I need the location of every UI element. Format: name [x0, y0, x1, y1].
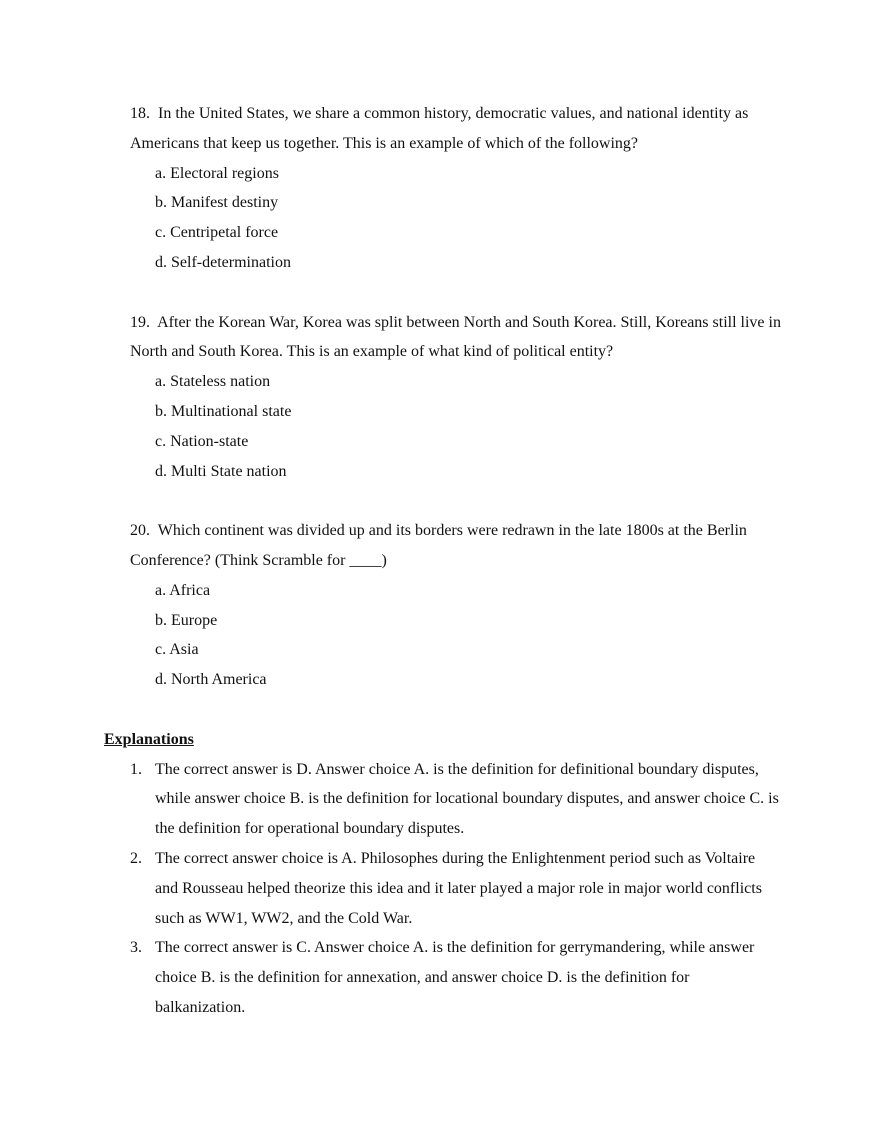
- explanation-number: 1.: [130, 760, 142, 778]
- option: d. Multi State nation: [155, 462, 287, 480]
- option: a. Electoral regions: [155, 164, 279, 182]
- option: a. Africa: [155, 581, 211, 599]
- explanation-item: [130, 755, 782, 844]
- question-text: [130, 308, 782, 368]
- explanation-item: [130, 933, 782, 1022]
- explanation-item: [130, 844, 782, 933]
- option: a. Stateless nation: [155, 373, 271, 391]
- explanation-number: 3.: [130, 939, 142, 957]
- explanation-text: The correct answer choice is A. Philosophes during the Enlightenment period such as Voltaire and Rousseau helped theorize this idea and it later played a major role in major world conflicts such as WW1, WW2, and the Cold War.: [155, 849, 762, 927]
- question-20: [0, 516, 880, 695]
- explanation-text: The correct answer is D. Answer choice A. is the definition for definitional boundary disputes, while answer choice B. is the definition for locational boundary disputes, and answer choice C. is the definition for operational boundary disputes.: [155, 760, 779, 838]
- question-number: 18.: [130, 105, 150, 122]
- document-page: [0, 99, 880, 1023]
- question-body: In the United States, we share a common history, democratic values, and national identity as Americans that keep us together. This is an example of which of the following?: [130, 105, 749, 152]
- option: d. Self-determination: [155, 253, 291, 271]
- option: d. North America: [155, 671, 267, 689]
- question-text: [130, 516, 782, 576]
- explanations-heading: Explanations: [104, 730, 194, 748]
- explanation-text: The correct answer is C. Answer choice A. is the definition for gerrymandering, while answer choice B. is the definition for annexation, and answer choice D. is the definition for balkanization.: [155, 939, 755, 1016]
- option: c. Nation-state: [155, 432, 249, 450]
- question-number: 19.: [130, 313, 150, 331]
- question-body: Which continent was divided up and its borders were redrawn in the late 1800s at the Berlin Conference? (Think Scramble for ____): [130, 522, 747, 569]
- option: b. Europe: [155, 611, 218, 629]
- option: c. Centripetal force: [155, 224, 279, 242]
- question-body: After the Korean War, Korea was split between North and South Korea. Still, Koreans still live in North and South Korea. This is an example of what kind of political entity?: [130, 313, 781, 361]
- question-19: [0, 308, 880, 487]
- question-18: [0, 99, 880, 278]
- question-text: [130, 99, 782, 159]
- explanation-number: 2.: [130, 849, 142, 867]
- question-number: 20.: [130, 522, 150, 540]
- option: b. Multinational state: [155, 402, 292, 420]
- option: b. Manifest destiny: [155, 194, 279, 212]
- option: c. Asia: [155, 641, 199, 659]
